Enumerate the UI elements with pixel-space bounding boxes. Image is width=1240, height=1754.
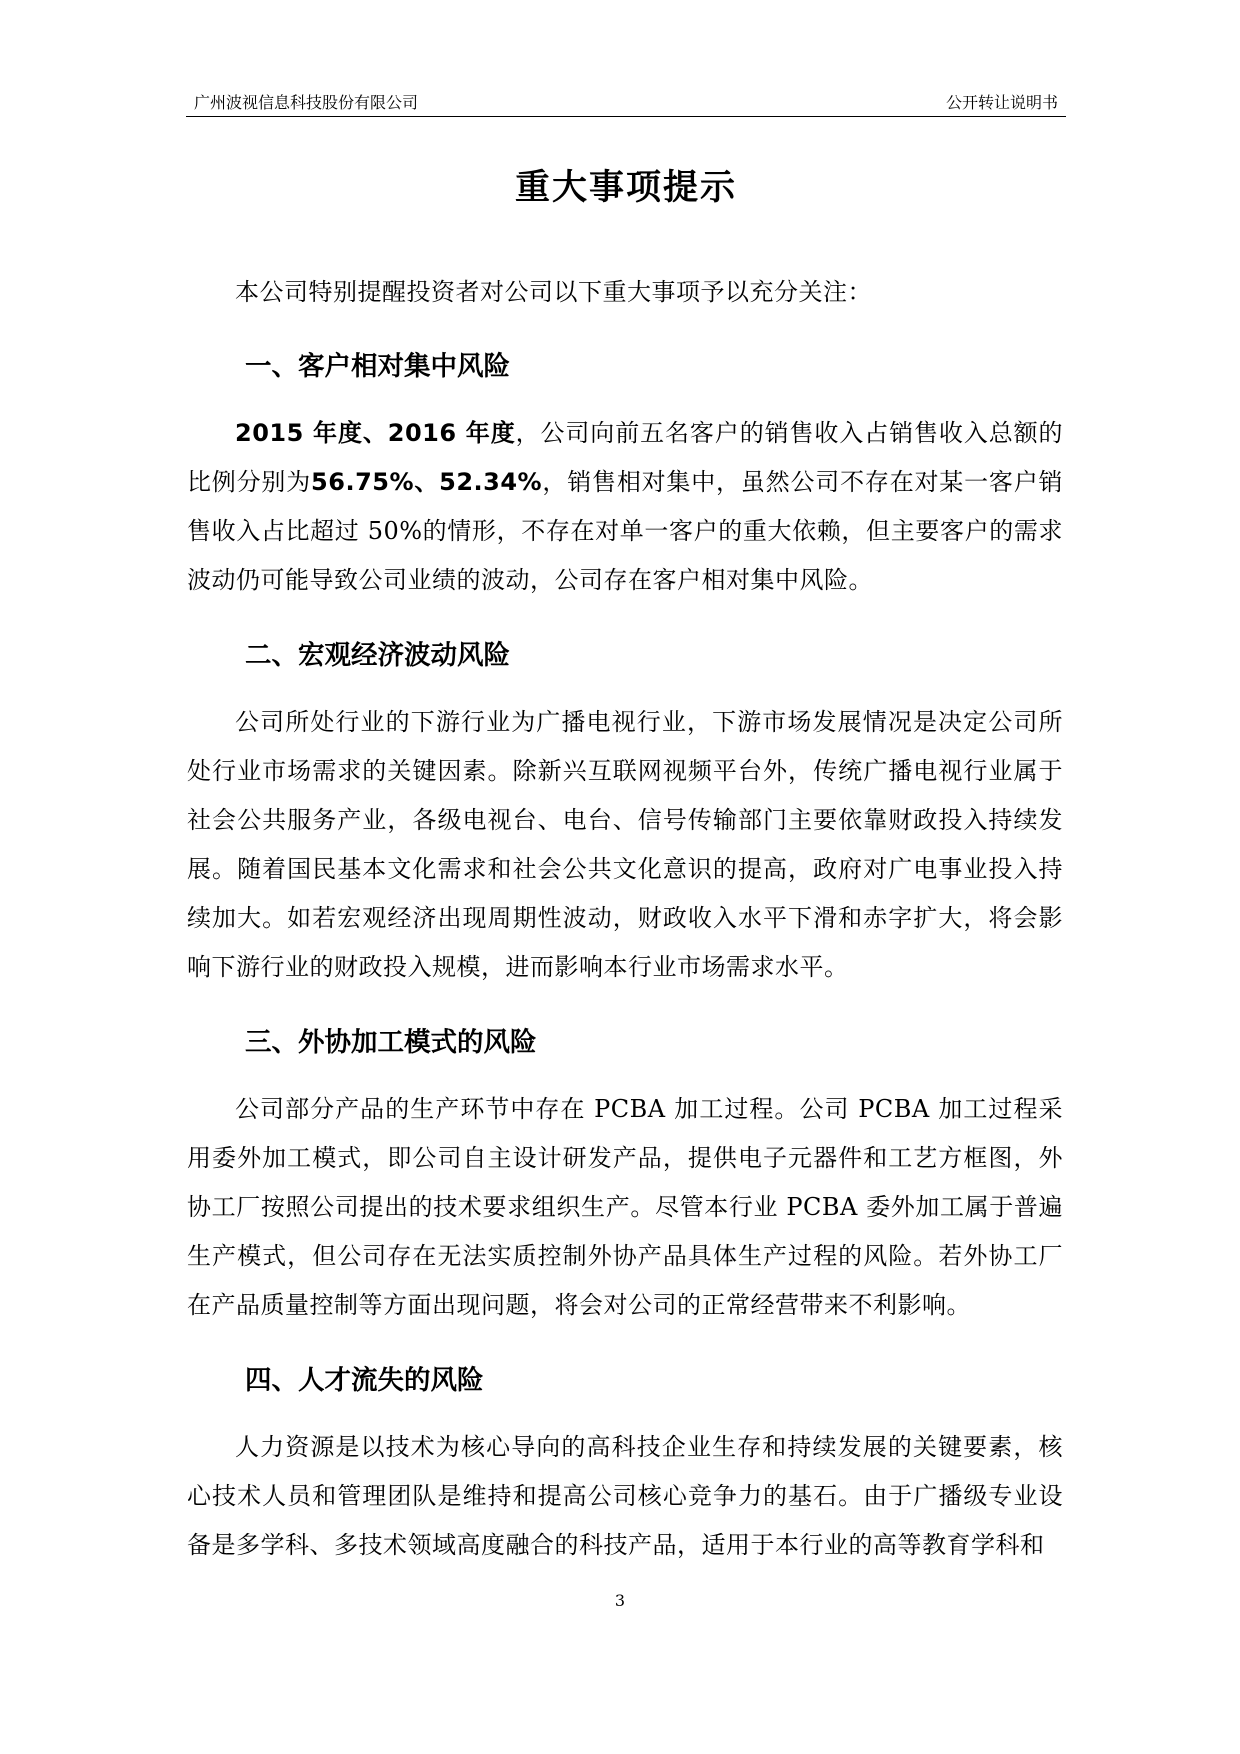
header-company: 广州波视信息科技股份有限公司 xyxy=(194,93,419,112)
header-doc-type: 公开转让说明书 xyxy=(945,93,1058,112)
section-1-bold-percent: 56.75%、52.34% xyxy=(311,468,543,496)
page-title: 重大事项提示 xyxy=(514,168,737,208)
intro-paragraph: 本公司特别提醒投资者对公司以下重大事项予以充分关注： xyxy=(235,278,872,306)
section-3-paragraph: 公司部分产品的生产环节中存在 PCBA 加工过程。公司 PCBA 加工过程采用委外加工模式，即公司自主设计研发产品，提供电子元器件和工艺方框图，外协工厂按照公司提出的技术要求组织生产。尽管本行业 PCBA 委外加工属于普遍生产模式，但公司存在无法实质控制外协产品具体生产过程的风险。若外协工厂在产品质量控制等方面出现问题，将会对公司的正常经营带来不利影响。 xyxy=(187,1095,1063,1319)
section-1-paragraph xyxy=(187,409,1063,605)
section-2-heading: 二、宏观经济波动风险 xyxy=(245,640,510,671)
section-1-bold-years: 2015 年度、2016 年度 xyxy=(235,419,516,447)
section-2-paragraph: 公司所处行业的下游行业为广播电视行业，下游市场发展情况是决定公司所处行业市场需求的关键因素。除新兴互联网视频平台外，传统广播电视行业属于社会公共服务产业，各级电视台、电台、信号传输部门主要依靠财政投入持续发展。随着国民基本文化需求和社会公共文化意识的提高，政府对广电事业投入持续加大。如若宏观经济出现周期性波动，财政收入水平下滑和赤字扩大，将会影响下游行业的财政投入规模，进而影响本行业市场需求水平。 xyxy=(187,708,1063,981)
section-1-text-b: ，销售相对集中，虽然公司不存在对某一客户销售收入占比超过 50%的情形，不存在对单一客户的重大依赖，但主要客户的需求波动仍可能导致公司业绩的波动，公司存在客户相对集中风险。 xyxy=(187,468,1064,594)
section-1-text-a: ，公司向前五名客户的销售收入占销售收入总额的比例分别为 xyxy=(187,419,1063,496)
page-header xyxy=(186,86,1066,117)
section-1-heading: 一、客户相对集中风险 xyxy=(245,351,510,382)
section-3-heading: 三、外协加工模式的风险 xyxy=(245,1027,537,1058)
section-4-heading: 四、人才流失的风险 xyxy=(245,1365,484,1396)
section-4-paragraph: 人力资源是以技术为核心导向的高科技企业生存和持续发展的关键要素，核心技术人员和管理团队是维持和提高公司核心竞争力的基石。由于广播级专业设备是多学科、多技术领域高度融合的科技产品，适用于本行业的高等教育学科和 xyxy=(187,1433,1063,1559)
document-body xyxy=(187,268,1063,1570)
page-number: 3 xyxy=(614,1591,626,1610)
